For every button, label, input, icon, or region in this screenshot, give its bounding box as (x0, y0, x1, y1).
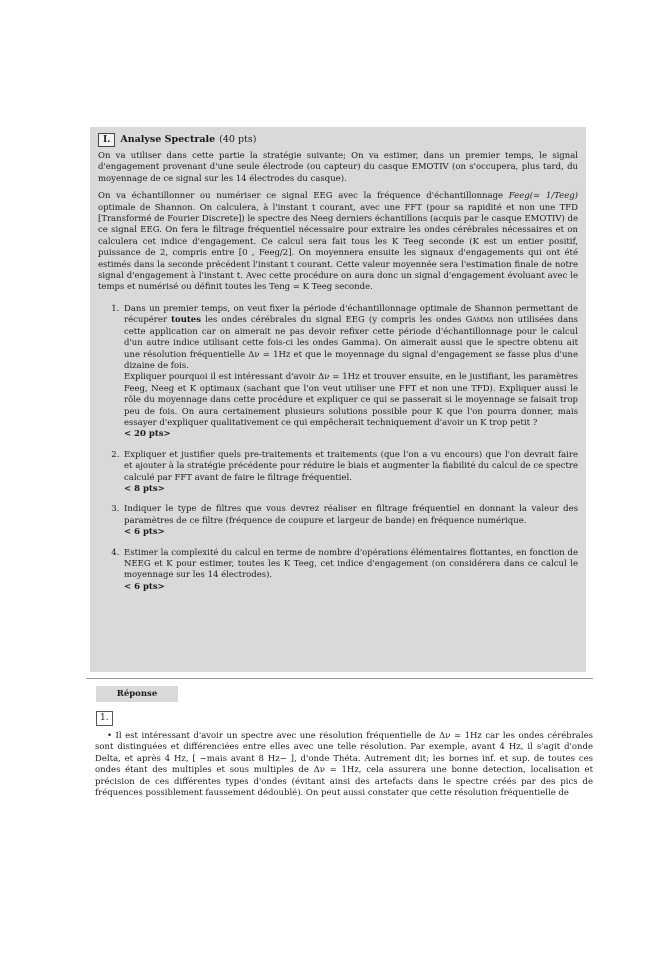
q3-points-value: < 6 pts> (124, 527, 165, 538)
answer-paragraph: • Il est intéressant d'avoir un spectre avec une résolution fréquentielle de Δν = 1Hz car les ondes cérébrales sont distinguées et différenciées entre elles avec une telle résolution. Par exemple, avant 4 Hz, il s'agit d'onde Delta, et après 4 Hz, [ −mais avant 8 Hz− ], d'onde Théta. Autrement dit; les bornes inf. et sup. de toutes ces ondes étant des multiples et sous multiples de Δν = 1Hz, cela assurera une bonne detection, localisation et précision de ces différentes types d'ondes (évitant ainsi des artefacts dans le spectre créés par des pics de fréquences possiblement faussement dédoublé). On peut aussi constater que cette résolution fréquentielle de (95, 731, 593, 799)
exercise-box (90, 127, 586, 672)
q1-text-b: les ondes cérébrales du signal EEG (y compris les ondes (201, 315, 466, 326)
question-3 (122, 504, 578, 538)
question-2 (122, 450, 578, 496)
intro-paragraph-1: On va utiliser dans cette partie la stratégie suivante; On va estimer, dans un premier temps, le signal d'engagement provenant d'une seule électrode (ou capteur) du casque EMOTIV (on s'occupera, plus tard, du moyennage de ce signal sur les 14 électrodes du casque). (98, 151, 578, 184)
exercise-title (98, 133, 578, 147)
q1-points (124, 429, 578, 440)
q1-text-a: Dans un premier temps, on veut fixer la période d'échantillonnage optimale de Shannon permettant de récupérer (124, 303, 578, 326)
answer-number: 1. (96, 711, 113, 726)
exercise-number: I. (98, 133, 115, 147)
exercise-points: (40 pts) (219, 134, 257, 145)
q1-bold: toutes (171, 315, 201, 326)
q1-text-c: non utilisées dans cette application car on aimerait ne pas devoir refixer cette période d'échantillonnage pour le calcul d'un autre indice utilisant cette fois-ci les ondes Gamma). On aimerait aussi que le spectre obtenu ait une résolution fréquentielle Δν = 1Hz et que le moyennage du signal d'engagement se fasse plus d'une dizaine de fois. (124, 315, 578, 371)
q3-text: Indiquer le type de filtres que vous devrez réaliser en filtrage fréquentiel en donnant la valeur des paramètres de ce filtre (fréquence de coupure et largeur de bande) en fréquence numérique. (124, 504, 578, 526)
question-4 (122, 548, 578, 594)
answer-body (95, 731, 593, 799)
answer-heading: Réponse (96, 686, 178, 702)
question-1 (122, 304, 578, 441)
intro-2-feeg: Feeg(= 1/Teeg) (508, 191, 578, 202)
question-list (98, 304, 578, 593)
q2-points (124, 484, 578, 495)
intro-2-text-b: optimale de Shannon. On calculera, à l'instant t courant, avec une FFT (pour sa rapidité et non une TFD [Transformé de Fourier Discrete]) le spectre des Neeg derniers échantillons (acquis par le casque EMOTIV) de ce signal EEG. On fera le filtrage fréquentiel nécessaire pour extraire les ondes cérébrales nécessaires et on calculera cet indice d'engagement. Ce calcul sera fait tous les K Teeg seconde (K est un entier positif, puissance de 2, compris entre [0 , Feeg/2]. On moyennera ensuite les signaux d'engagements qui ont été estimés dans la seconde précédent l'instant t courant. Cette valeur moyennée sera l'estimation finale de notre signal d'engagement à l'instant t. Avec cette procédure on aura donc un signal d'engagement évoluant avec le temps et numérisé ou définit toutes les Teng = K Teeg seconde. (98, 202, 578, 293)
q1-text-d: Expliquer pourquoi il est intéressant d'avoir Δν = 1Hz et trouver ensuite, en le justifiant, les paramètres Feeg, Neeg et K optimaux (sachant que l'on veut utiliser une FFT et non une TFD). Expliquer aussi le rôle du moyennage dans cette procédure et expliquer ce qui se passerait si le moyennage se faisait trop peu de fois. On aura certainement plusieurs solutions possible pour K que l'on pourra donner, mais essayer d'expliquer qualitativement ce qui empêcherait techniquement d'avoir un K trop petit ? (124, 372, 578, 428)
q1-gamma: Gamma (465, 315, 494, 326)
q4-text: Estimer la complexité du calcul en terme de nombre d'opérations élémentaires flottantes, en fonction de NEEG et K pour estimer, toutes les K Teeg, cet indice d'engagement (on considérera dans ce calcul le moyennage sur les 14 électrodes). (124, 547, 578, 581)
exercise-title-text: Analyse Spectrale (120, 134, 216, 145)
q3-points (124, 527, 578, 538)
q2-text: Expliquer et justifier quels pre-traitements et traitements (que l'on a vu encours) que l'on devrait faire et ajouter à la stratégie précédente pour réduire le biais et augmenter la fiabilité du calcul de ce spectre calculé par FFT avant de faire le filtrage fréquentiel. (124, 449, 578, 483)
q1-points-value: < 20 pts> (124, 429, 171, 440)
q4-points-value: < 6 pts> (124, 581, 165, 592)
intro-2-text-a: On va échantillonner ou numériser ce signal EEG avec la fréquence d'échantillonnage (98, 191, 509, 202)
intro-paragraph-2 (98, 191, 578, 294)
q2-points-value: < 8 pts> (124, 483, 165, 494)
q4-points (124, 582, 578, 593)
section-divider (86, 678, 593, 679)
